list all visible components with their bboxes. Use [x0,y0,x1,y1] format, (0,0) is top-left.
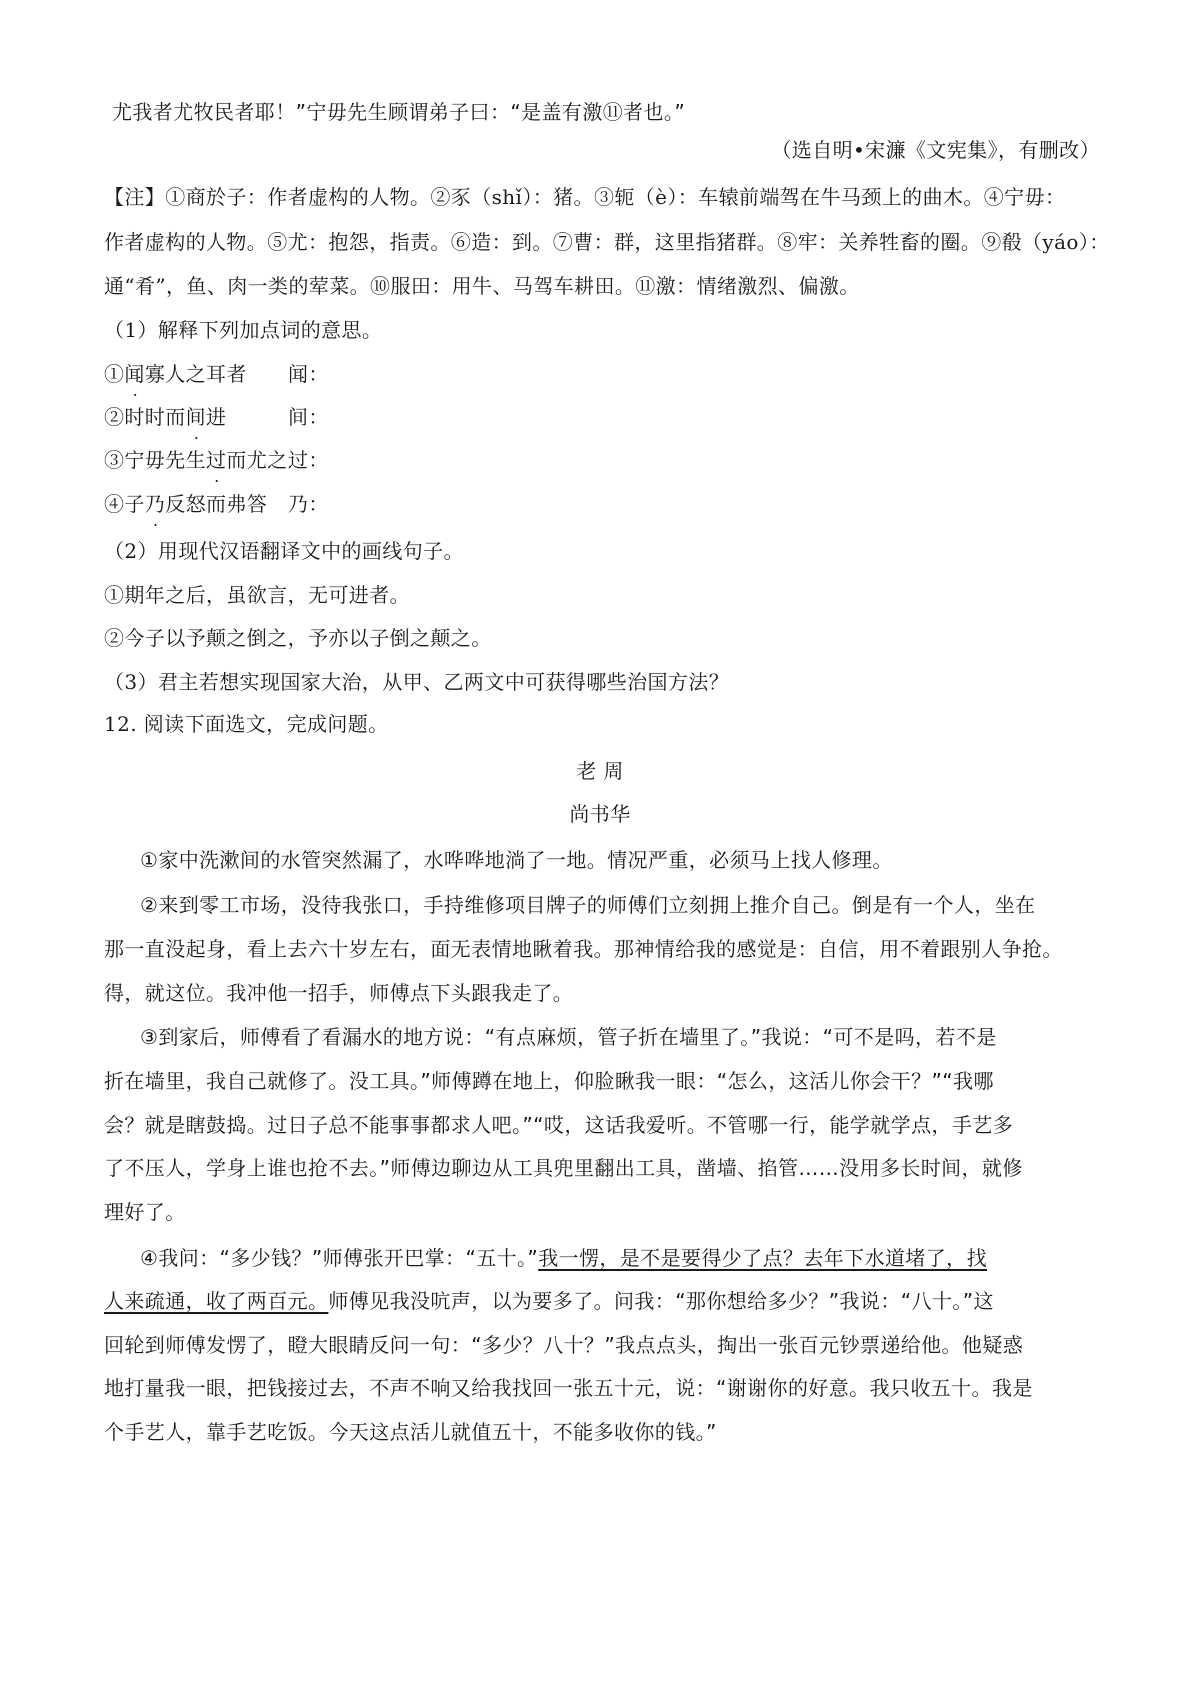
paragraph-line: ②来到零工市场，没待我张口，手持维修项目牌子的师傅们立刻拥上推介自己。倒是有一个人，坐在 [140,893,1036,917]
q1a-post: 寡人之耳者 [144,362,247,386]
question-1b [104,402,226,432]
source-citation: （选自明•宋濂《文宪集》，有删改） [771,138,1100,162]
answer-label: 过： [288,448,329,472]
underlined-sentence: 我一愣，是不是要得少了点？去年下水道堵了，找 [538,1246,987,1270]
paragraph-line: ①家中洗漱间的水管突然漏了，水哗哗地淌了一地。情况严重，必须马上找人修理。 [140,848,893,872]
note-line: 作者虚构的人物。⑤尤：抱怨，指责。⑥造：到。⑦曹：群，这里指猪群。⑧牢：关养牲畜的圈。⑨殽（yáo）： [104,230,1110,254]
paragraph-line: 理好了。 [104,1200,186,1224]
paragraph-line [104,1286,994,1316]
paragraph-line: 回轮到师傅发愣了，瞪大眼睛反问一句：“多少？八十？”我点点头，掏出一张百元钞票递给他。他疑惑 [104,1333,1024,1357]
note-line: 【注】①商於子：作者虚构的人物。②豕（shǐ）：猪。③轭（è）：车辕前端驾在牛马颈上的曲木。④宁毋： [104,185,1066,209]
plain-text: 师傅见我没吭声，以为要多了。问我：“那你想给多少？”我说：“八十。”这 [328,1289,994,1313]
paragraph-line: ③到家后，师傅看了看漏水的地方说：“有点麻烦，管子折在墙里了。”我说：“可不是吗，若不是 [140,1025,997,1049]
question-3: （3）君主若想实现国家大治，从甲、乙两文中可获得哪些治国方法？ [104,670,730,694]
article-title: 老 周 [576,759,624,783]
q1b-post: 进 [206,405,227,429]
article-author: 尚书华 [569,802,631,826]
q1c-pre: ③宁毋先生 [104,448,206,472]
paragraph-line: 得，就这位。我冲他一招手，师傅点下头跟我走了。 [104,981,574,1005]
question-2a: ①期年之后，虽欲言，无可进者。 [104,583,410,607]
q1b-pre: ②时时而 [104,405,186,429]
q1d-post: 反怒而弗答 [165,492,268,516]
plain-text: ④我问：“多少钱？”师傅张开巴掌：“五十。” [140,1246,539,1270]
question-2b: ②今子以予颠之倒之，予亦以子倒之颠之。 [104,626,492,650]
paragraph-line [140,1243,987,1273]
answer-label: 闻： [288,362,329,386]
dotted-word: 闻 [124,362,145,386]
question-1c [104,445,288,475]
paragraph-line: 了不压人，学身上谁也抢不去。”师傅边聊边从工具兜里翻出工具，凿墙、掐管……没用多长时间，就修 [104,1156,1023,1180]
paragraph-line: 那一直没起身，看上去六十岁左右，面无表情地瞅着我。那神情给我的感觉是：自信，用不着跟别人争抢。 [104,937,1063,961]
note-line: 通“肴”，鱼、肉一类的荤菜。⑩服田：用牛、马驾车耕田。⑪激：情绪激烈、偏激。 [104,274,860,298]
question-1d [104,489,267,519]
paragraph-line: 地打量我一眼，把钱接过去，不声不响又给我找回一张五十元，说：“谢谢你的好意。我只收五十。我是 [104,1376,1033,1400]
question-1: （1）解释下列加点词的意思。 [104,318,383,342]
question-2: （2）用现代汉语翻译文中的画线句子。 [104,539,464,563]
q1d-pre: ④子 [104,492,145,516]
q1a-pre: ① [104,362,125,386]
paragraph-line: 折在墙里，我自己就修了。没工具。”师傅蹲在地上，仰脸瞅我一眼：“怎么，这活儿你会干？”“我哪 [104,1069,994,1093]
paragraph-line: 个手艺人，靠手艺吃饭。今天这点活儿就值五十，不能多收你的钱。” [104,1420,717,1444]
dotted-word: 间 [185,405,207,429]
dotted-word: 过 [206,448,227,472]
text-line: 尤我者尤牧民者耶！”宁毋先生顾谓弟子曰：“是盖有激⑪者也。” [112,100,686,124]
q1c-post: 而尤之 [226,448,288,472]
answer-label: 间： [288,405,329,429]
question-1a [104,359,247,389]
paragraph-line: 会？就是瞎鼓捣。过日子总不能事事都求人吧。”“哎，这话我爱听。不管哪一行，能学就学点，手艺多 [104,1113,1014,1137]
answer-label: 乃： [288,492,329,516]
dotted-word: 乃 [144,492,166,516]
underlined-sentence: 人来疏通，收了两百元。 [104,1289,329,1313]
question-12: 12. 阅读下面选文，完成问题。 [104,712,389,736]
